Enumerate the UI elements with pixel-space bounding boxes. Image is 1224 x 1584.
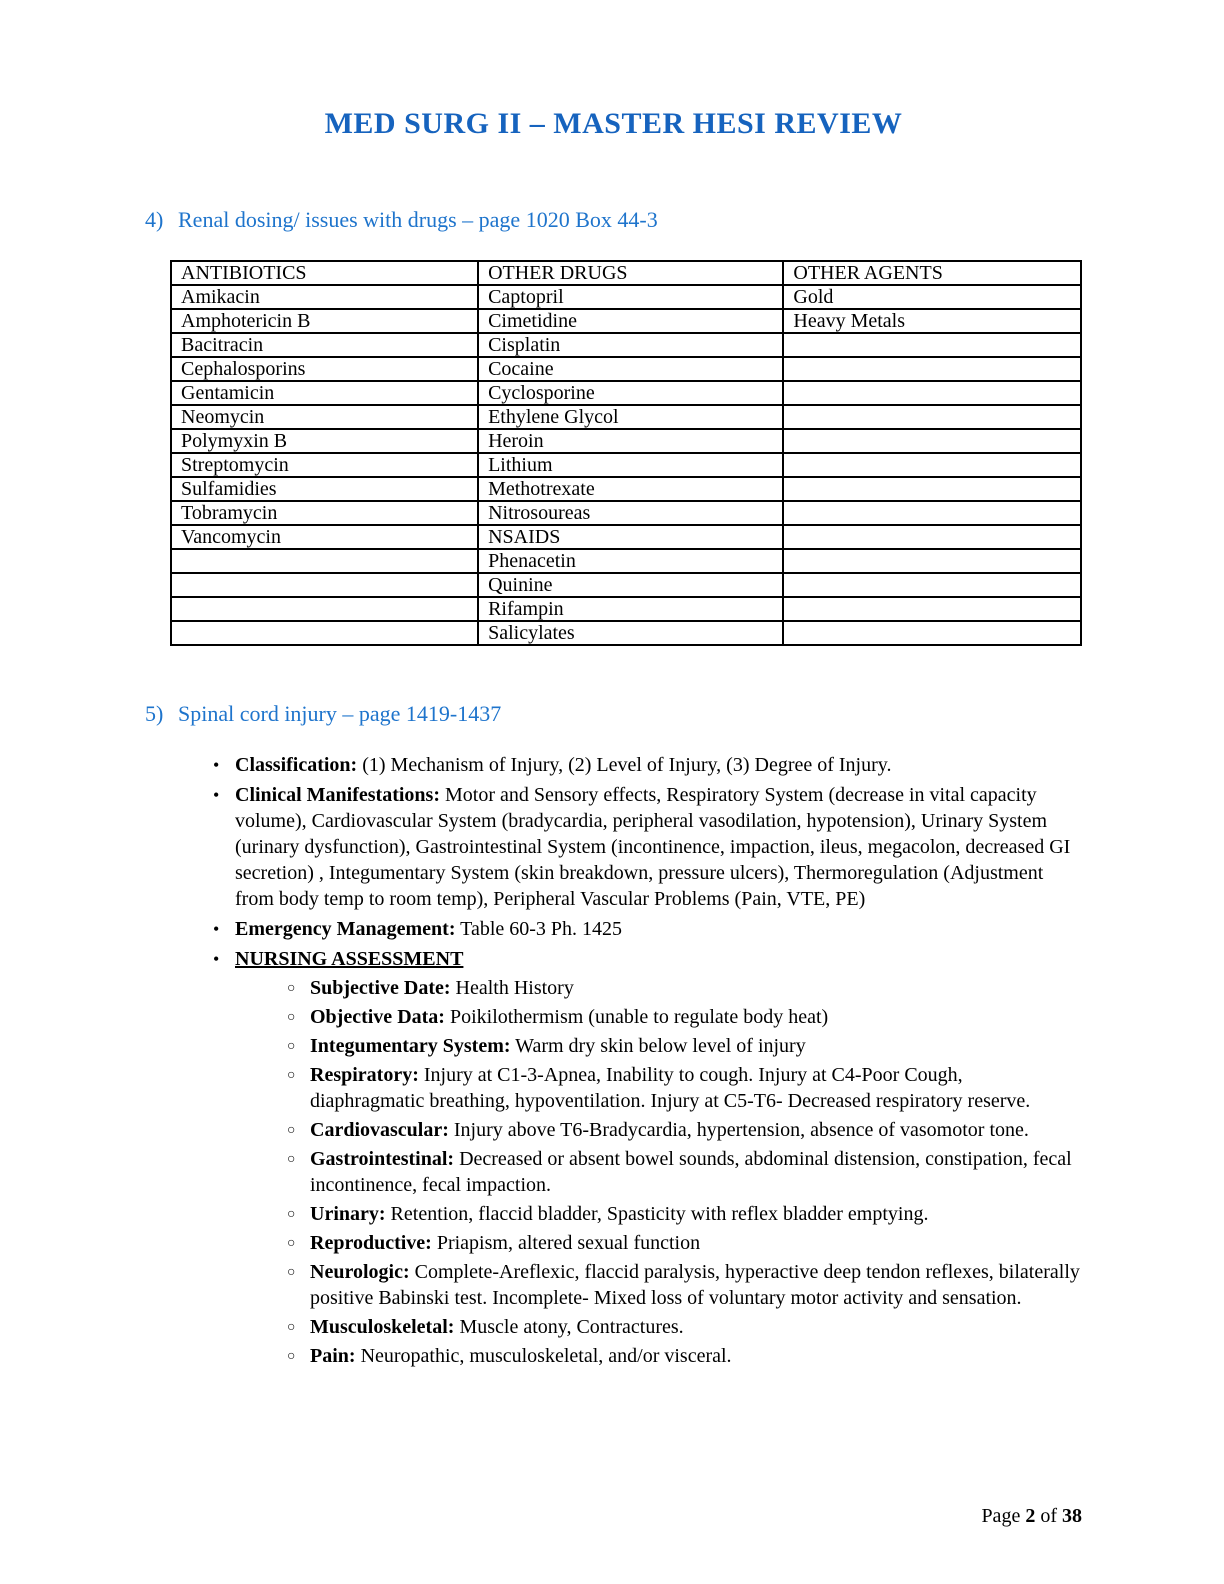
bullet-icon: •	[213, 949, 220, 969]
list-item	[285, 1004, 1082, 1030]
section-number: 4)	[145, 207, 164, 232]
circle-bullet-icon: ○	[287, 1207, 296, 1222]
list-item	[285, 1117, 1082, 1143]
list-item-text: Muscle atony, Contractures.	[454, 1316, 684, 1338]
table-row	[171, 501, 1081, 525]
list-item-label: Emergency Management:	[235, 918, 456, 940]
list-item-label: Respiratory:	[310, 1064, 419, 1086]
table-cell	[783, 357, 1081, 381]
table-row	[171, 357, 1081, 381]
bullet-icon: •	[213, 919, 220, 939]
list-item-text: Warm dry skin below level of injury	[510, 1035, 806, 1057]
table-header-cell: ANTIBIOTICS	[171, 261, 478, 285]
table-cell	[783, 381, 1081, 405]
list-item-text: Table 60-3 Ph. 1425	[455, 918, 623, 940]
table-cell: NSAIDS	[478, 525, 783, 549]
section-number: 5)	[145, 701, 164, 726]
table-cell: Cisplatin	[478, 333, 783, 357]
table-cell	[171, 621, 478, 645]
list-item-text: Retention, flaccid bladder, Spasticity with reflex bladder emptying.	[385, 1203, 929, 1225]
table-cell	[783, 429, 1081, 453]
section-heading-text: Renal dosing/ issues with drugs – page 1020 Box 44-3	[178, 207, 658, 232]
list-item-label: Gastrointestinal:	[310, 1148, 455, 1170]
table-cell	[783, 549, 1081, 573]
table-cell	[783, 573, 1081, 597]
table-cell: Rifampin	[478, 597, 783, 621]
table-cell: Polymyxin B	[171, 429, 478, 453]
table-cell: Quinine	[478, 573, 783, 597]
circle-bullet-icon: ○	[287, 1320, 296, 1335]
table-row	[171, 429, 1081, 453]
table-cell	[783, 477, 1081, 501]
list-item-label: Urinary:	[310, 1203, 386, 1225]
table-cell	[783, 333, 1081, 357]
table-row	[171, 621, 1081, 645]
list-item-label: Clinical Manifestations:	[235, 784, 440, 806]
circle-bullet-icon: ○	[287, 1039, 296, 1054]
list-item-text: Injury above T6-Bradycardia, hypertension, absence of vasomotor tone.	[448, 1119, 1029, 1141]
footer-page-number: 2	[1025, 1505, 1036, 1527]
table-cell: Sulfamidies	[171, 477, 478, 501]
table-cell	[171, 573, 478, 597]
table-cell: Streptomycin	[171, 453, 478, 477]
table-cell: Vancomycin	[171, 525, 478, 549]
list-item	[285, 1343, 1082, 1369]
table-row	[171, 525, 1081, 549]
table-cell: Ethylene Glycol	[478, 405, 783, 429]
list-item-text: Poikilothermism (unable to regulate body heat)	[444, 1006, 829, 1028]
table-cell	[171, 597, 478, 621]
list-item-text: Complete-Areflexic, flaccid paralysis, hyperactive deep tendon reflexes, bilaterally positive Babinski test. Incomplete- Mixed loss of voluntary motor activity and sensation.	[310, 1261, 1080, 1309]
bullet-icon: •	[213, 785, 220, 805]
table-row	[171, 285, 1081, 309]
list-item	[212, 946, 1082, 1369]
section-heading-spinal	[145, 700, 1082, 728]
circle-bullet-icon: ○	[287, 1349, 296, 1364]
list-item	[285, 1314, 1082, 1340]
list-item-text: Injury at C1-3-Apnea, Inability to cough. Injury at C4-Poor Cough, diaphragmatic breathing, hypoventilation. Injury at C5-T6- Decreased respiratory reserve.	[310, 1064, 1031, 1112]
table-cell: Bacitracin	[171, 333, 478, 357]
circle-bullet-icon: ○	[287, 1236, 296, 1251]
circle-bullet-icon: ○	[287, 1265, 296, 1280]
table-cell: Methotrexate	[478, 477, 783, 501]
list-item-text: (1) Mechanism of Injury, (2) Level of Injury, (3) Degree of Injury.	[357, 754, 892, 776]
list-item-label: Pain:	[310, 1345, 356, 1367]
list-item-label: Reproductive:	[310, 1232, 432, 1254]
list-item	[285, 1033, 1082, 1059]
table-row	[171, 549, 1081, 573]
list-item	[212, 916, 1082, 942]
table-cell: Captopril	[478, 285, 783, 309]
list-item-label: Integumentary System:	[310, 1035, 511, 1057]
page-footer	[981, 1505, 1082, 1528]
table-cell: Gentamicin	[171, 381, 478, 405]
table-row	[171, 453, 1081, 477]
section-heading-renal	[145, 206, 1082, 234]
footer-text: of	[1035, 1505, 1062, 1527]
table-cell	[783, 453, 1081, 477]
list-item-text: Decreased or absent bowel sounds, abdominal distension, constipation, fecal incontinence, fecal impaction.	[310, 1148, 1072, 1196]
page-title: MED SURG II – MASTER HESI REVIEW	[324, 107, 903, 140]
table-cell: Nitrosoureas	[478, 501, 783, 525]
list-item-label: Cardiovascular:	[310, 1119, 449, 1141]
circle-bullet-icon: ○	[287, 1010, 296, 1025]
section-heading-text: Spinal cord injury – page 1419-1437	[178, 701, 502, 726]
circle-bullet-icon: ○	[287, 1123, 296, 1138]
list-item	[212, 752, 1082, 778]
table-row	[171, 333, 1081, 357]
list-item	[285, 1259, 1082, 1311]
list-item-text: Health History	[450, 977, 574, 999]
table-cell: Phenacetin	[478, 549, 783, 573]
table-cell	[783, 501, 1081, 525]
table-cell	[783, 597, 1081, 621]
table-row	[171, 477, 1081, 501]
table-cell: Heavy Metals	[783, 309, 1081, 333]
list-item	[285, 1146, 1082, 1198]
list-item-text: Priapism, altered sexual function	[431, 1232, 701, 1254]
table-header-cell: OTHER AGENTS	[783, 261, 1081, 285]
table-cell: Cephalosporins	[171, 357, 478, 381]
footer-total-pages: 38	[1062, 1505, 1082, 1527]
list-item	[285, 1062, 1082, 1114]
renal-drug-table	[170, 260, 1082, 646]
table-header-cell: OTHER DRUGS	[478, 261, 783, 285]
table-cell: Salicylates	[478, 621, 783, 645]
table-cell: Cimetidine	[478, 309, 783, 333]
circle-bullet-icon: ○	[287, 981, 296, 996]
table-header-row	[171, 261, 1081, 285]
table-cell: Gold	[783, 285, 1081, 309]
list-item-text: Neuropathic, musculoskeletal, and/or visceral.	[355, 1345, 732, 1367]
list-item	[285, 1201, 1082, 1227]
list-item-label: NURSING ASSESSMENT	[235, 948, 464, 970]
table-row	[171, 381, 1081, 405]
list-item-label: Neurologic:	[310, 1261, 410, 1283]
table-cell: Amikacin	[171, 285, 478, 309]
table-row	[171, 405, 1081, 429]
list-item	[285, 975, 1082, 1001]
list-item-label: Musculoskeletal:	[310, 1316, 455, 1338]
table-cell	[783, 525, 1081, 549]
list-item-label: Subjective Date:	[310, 977, 451, 999]
table-cell: Heroin	[478, 429, 783, 453]
table-cell: Cocaine	[478, 357, 783, 381]
table-row	[171, 573, 1081, 597]
list-item	[212, 782, 1082, 912]
nursing-assessment-sublist	[285, 975, 1082, 1369]
table-cell	[783, 621, 1081, 645]
table-row	[171, 597, 1081, 621]
list-item-text: Motor and Sensory effects, Respiratory System (decrease in vital capacity volume), Cardiovascular System (bradycardia, peripheral vasodilation, hypotension), Urinary System (urinary dysfunction), Gastrointestinal System (incontinence, impaction, ileus, megacolon, decreased GI secretion) , Integumentary System (skin breakdown, pressure ulcers), Thermoregulation (Adjustment from body temp to room temp), Peripheral Vascular Problems (Pain, VTE, PE)	[235, 784, 1071, 910]
table-cell	[171, 549, 478, 573]
table-cell: Tobramycin	[171, 501, 478, 525]
footer-text: Page	[981, 1505, 1026, 1527]
circle-bullet-icon: ○	[287, 1152, 296, 1167]
spinal-bullet-list	[212, 752, 1082, 1369]
list-item	[285, 1230, 1082, 1256]
table-cell	[783, 405, 1081, 429]
table-cell: Amphotericin B	[171, 309, 478, 333]
table-cell: Lithium	[478, 453, 783, 477]
list-item-label: Classification:	[235, 754, 358, 776]
table-cell: Neomycin	[171, 405, 478, 429]
circle-bullet-icon: ○	[287, 1068, 296, 1083]
list-item-label: Objective Data:	[310, 1006, 445, 1028]
table-cell: Cyclosporine	[478, 381, 783, 405]
bullet-icon: •	[213, 755, 220, 775]
table-row	[171, 309, 1081, 333]
